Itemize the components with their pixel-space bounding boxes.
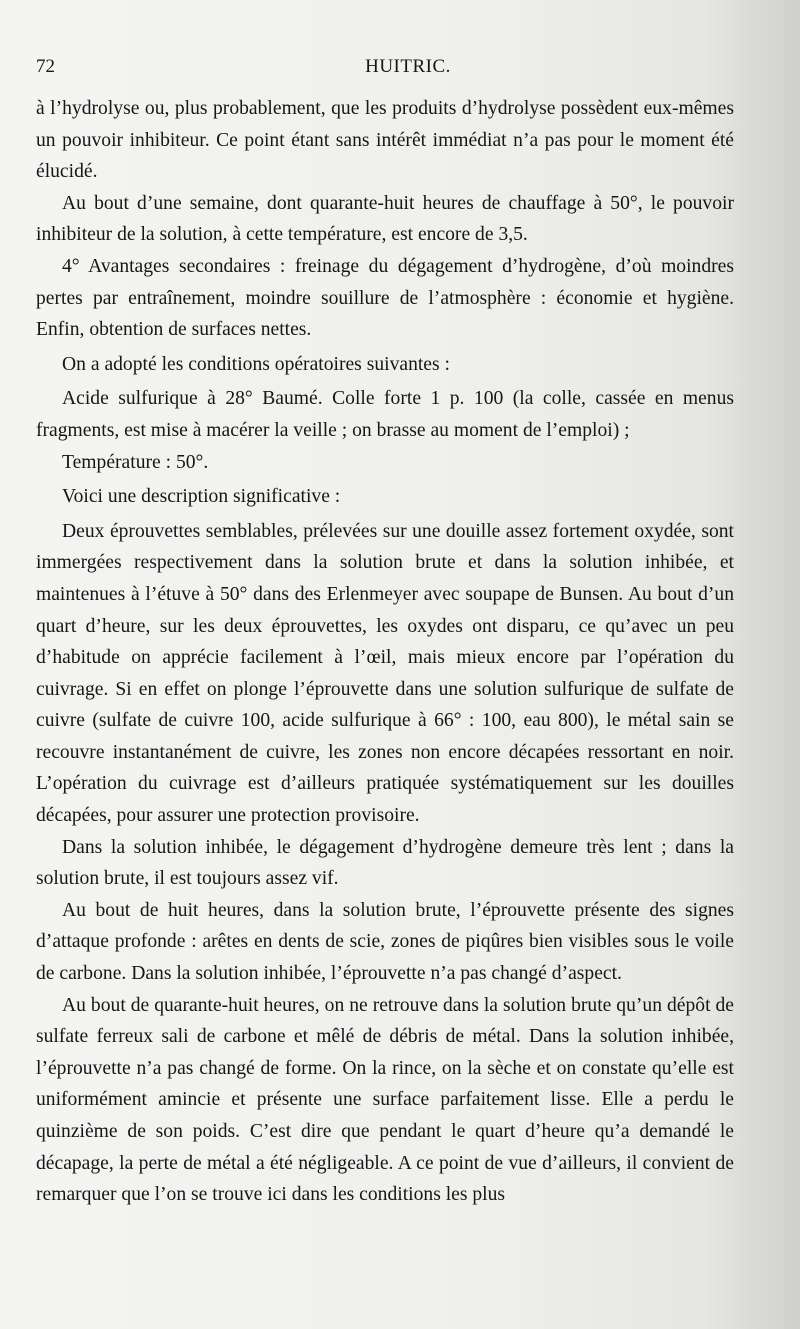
paragraph-description-intro: Voici une description significative :: [62, 486, 341, 508]
paragraph-huit-heures: Au bout de huit heures, dans la solution brute, l’éprouvette présente des signes d’attaque profonde : arêtes en dents de scie, zones de piqûres bien visibles sous le voile de carbone. Dans la solution inhibée, l’éprouvette n’a pas changé d’aspect.: [36, 899, 734, 985]
paragraph-hydrolyse-continuation: à l’hydrolyse ou, plus probablement, que les produits d’hydrolyse possèdent eux-mêmes un pouvoir inhibiteur. Ce point étant sans intérêt immédiat n’a pas pour le moment été élucidé.: [36, 98, 734, 183]
paragraph-acide-sulfurique: Acide sulfurique à 28° Baumé. Colle forte 1 p. 100 (la colle, cassée en menus fragments, est mise à macérer la veille ; on brasse au moment de l’emploi) ;: [36, 388, 734, 441]
page-number: 72: [36, 56, 55, 77]
paragraph-temperature: Température : 50°.: [62, 451, 209, 473]
running-head: HUITRIC.: [365, 56, 451, 77]
paragraph-quarante-huit-heures: Au bout de quarante-huit heures, on ne retrouve dans la solution brute qu’un dépôt de sulfate ferreux sali de carbone et mêlé de débris de métal. Dans la solution inhibée, l’éprouvette n’a pas changé de forme. On la rince, on la sèche et on constate qu’elle est uniformément amincie et présente une surface parfaitement lisse. Elle a perdu le quinzième de son poids. C’est dire que pendant le quart d’heure qu’a demandé le décapage, la perte de métal a été négligeable. A ce point de vue d’ailleurs, il convient de remarquer que l’on se trouve ici dans les conditions les plus: [36, 994, 734, 1206]
page-body: [36, 93, 734, 1211]
paragraph-avantages-secondaires: 4° Avantages secondaires : freinage du dégagement d’hydrogène, d’où moindres pertes par entraînement, moindre souillure de l’atmosphère : économie et hygiène. Enfin, obtention de surfaces nettes.: [36, 255, 734, 341]
paragraph-conditions-intro: On a adopté les conditions opératoires suivantes :: [62, 353, 450, 375]
page-header: [36, 56, 760, 84]
paragraph-deux-eprouvettes: Deux éprouvettes semblables, prélevées sur une douille assez fortement oxydée, sont immergées respectivement dans la solution brute et dans la solution inhibée, et maintenues à l’étuve à 50° dans des Erlenmeyer avec soupape de Bunsen. Au bout d’un quart d’heure, sur les deux éprouvettes, les oxydes ont disparu, ce qu’avec un peu d’habitude on apprécie facilement à l’œil, mais mieux encore par l’opération du cuivrage. Si en effet on plonge l’éprouvette dans une solution sulfurique de sulfate de cuivre (sulfate de cuivre 100, acide sulfurique à 66° : 100, eau 800), le métal sain se recouvre instantanément de cuivre, les zones non encore décapées ressortant en noir. L’opération du cuivrage est d’ailleurs pratiquée systématiquement sur les douilles décapées, pour assurer une protection provisoire.: [36, 520, 734, 827]
paragraph-solution-inhibee: Dans la solution inhibée, le dégagement d’hydrogène demeure très lent ; dans la solution brute, il est toujours assez vif.: [36, 836, 734, 890]
paragraph-semaine: Au bout d’une semaine, dont quarante-huit heures de chauffage à 50°, le pouvoir inhibiteur de la solution, à cette température, est encore de 3,5.: [36, 192, 734, 246]
